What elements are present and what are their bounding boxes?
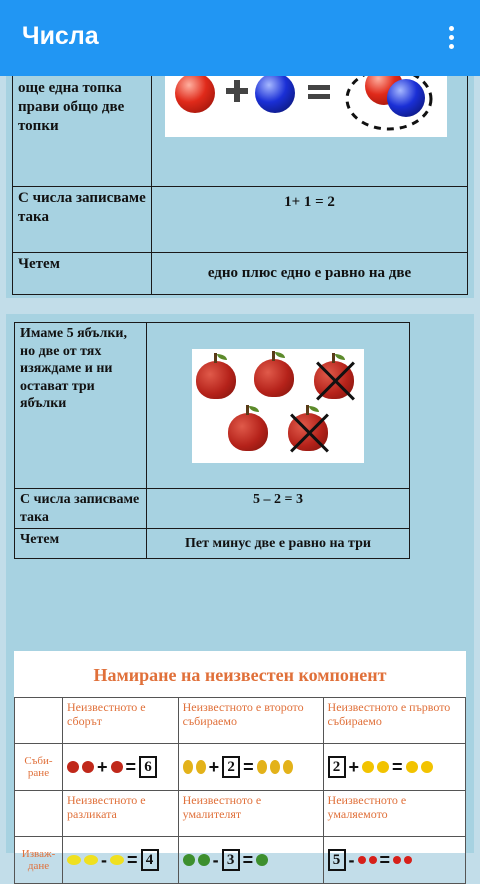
header-minuend: Неизвестното е умаляемото — [323, 791, 465, 837]
more-vert-icon[interactable] — [440, 24, 464, 54]
subtraction-table — [14, 322, 410, 559]
unknown-component-image — [14, 651, 466, 872]
addition-first-example: 2 + = — [328, 746, 461, 788]
header-subtrahend: Неизвестното е умалителят — [178, 791, 323, 837]
lesson-card-addition — [6, 68, 474, 298]
row-label-subtraction: Изваж- дане — [15, 837, 63, 884]
plus-icon — [225, 79, 249, 103]
balls-addition-image — [165, 71, 447, 137]
table-cell-label: С числа записваме така — [13, 187, 152, 253]
addition-table — [12, 68, 468, 295]
table-cell-image — [147, 323, 410, 489]
table-cell-label: Четем — [15, 529, 147, 559]
reading-text: едно плюс едно е равно на две — [152, 253, 468, 295]
content-scroll[interactable] — [0, 76, 480, 872]
equals-icon — [307, 83, 331, 101]
table-cell-label: Четем — [13, 253, 152, 295]
table-cell-description: още една топка прави общо две топки — [13, 69, 152, 187]
equation-text: 1+ 1 = 2 — [152, 187, 468, 253]
header-sum: Неизвестното е сборът — [63, 698, 179, 744]
table-cell-description: Имаме 5 ябълки, но две от тях изяждаме и ни остават три ябълки — [15, 323, 147, 489]
equation-text: 5 – 2 = 3 — [147, 489, 410, 529]
reading-text: Пет минус две е равно на три — [147, 529, 410, 559]
components-table — [14, 697, 466, 884]
header-difference: Неизвестното е разликата — [63, 791, 179, 837]
subtraction-minuend-example: 5 - = — [328, 839, 461, 881]
subtraction-difference-example: - = 4 — [67, 839, 174, 881]
lesson-card-subtraction — [6, 314, 474, 872]
apples-subtraction-image — [192, 349, 364, 463]
app-bar — [0, 0, 480, 76]
addition-second-example: + 2 = — [183, 746, 319, 788]
header-first-addend: Неизвестното е първото събираемо — [323, 698, 465, 744]
subtraction-subtrahend-example: - 3 = — [183, 839, 319, 881]
app-title: Числа — [22, 22, 99, 50]
addition-sum-example: + = 6 — [67, 746, 174, 788]
row-label-addition: Съби- ране — [15, 744, 63, 791]
header-second-addend: Неизвестното е второто събираемо — [178, 698, 323, 744]
components-title: Намиране на неизвестен компонент — [93, 665, 387, 685]
table-cell-image — [152, 69, 468, 187]
table-cell-label: С числа записваме така — [15, 489, 147, 529]
